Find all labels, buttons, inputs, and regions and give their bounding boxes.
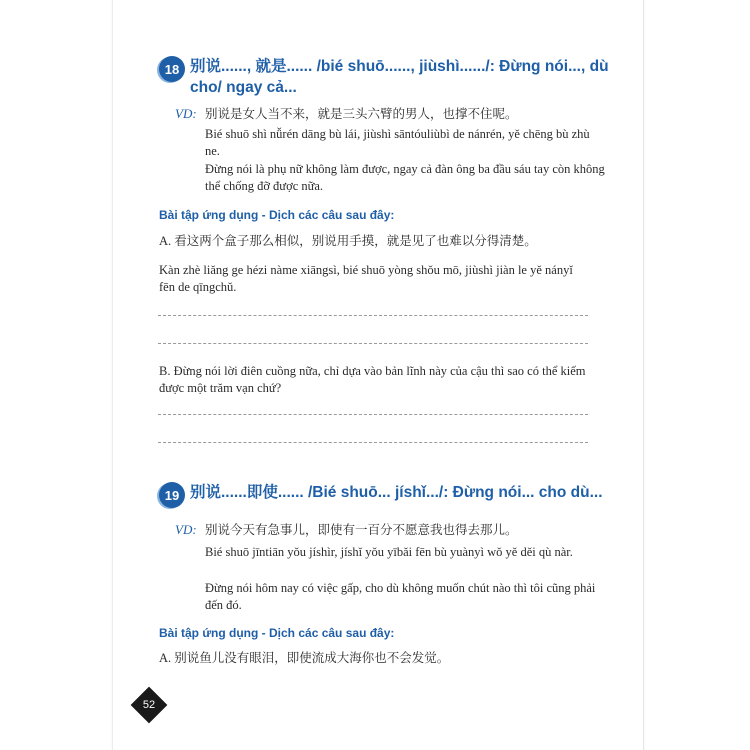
example-vietnamese: Đừng nói là phụ nữ không làm được, ngay cả đàn ông ba đầu sáu tay còn không thể chống đỡ được nữa.: [205, 162, 605, 193]
answer-line[interactable]: [158, 414, 588, 415]
exercise-a-chinese: A. 看这两个盒子那么相似，别说用手摸，就是见了也难以分得清楚。: [159, 234, 537, 248]
section-number-badge: 19: [159, 482, 185, 508]
example-chinese: 别说今天有急事儿，即使有一百分不愿意我也得去那儿。: [205, 523, 518, 537]
example-label: VD:: [175, 522, 197, 537]
page-number-badge: [131, 687, 168, 724]
section-title: 别说......即使...... /Bié shuō... jíshǐ.../: Đừng nói... cho dù...: [190, 484, 603, 501]
exercise-a-pinyin: Kàn zhè liǎng ge hézi nàme xiāngsì, bié shuō yòng shǒu mō, jiùshì jiàn le yě nányǐ fēn de qīngchǔ.: [159, 263, 573, 294]
exercise-a-chinese: A. 别说鱼儿没有眼泪，即使流成大海你也不会发觉。: [159, 651, 450, 665]
answer-line[interactable]: [158, 442, 588, 443]
example-pinyin: Bié shuō jīntiān yǒu jíshìr, jíshǐ yǒu yībǎi fēn bù yuànyì wǒ yě děi qù nàr.: [205, 545, 573, 559]
exercise-title: Bài tập ứng dụng - Dịch các câu sau đây:: [159, 626, 395, 640]
answer-line[interactable]: [158, 343, 588, 344]
section-number-badge: 18: [159, 56, 185, 82]
section-19-heading: [159, 482, 610, 508]
answer-line[interactable]: [158, 315, 588, 316]
example-chinese: 别说是女人当不来，就是三头六臂的男人，也撑不住呢。: [205, 107, 518, 121]
book-page: [112, 0, 644, 750]
exercise-b-vietnamese: B. Đừng nói lời điên cuồng nữa, chỉ dựa vào bản lĩnh này của cậu thì sao có thể kiếm được một trăm vạn chứ?: [159, 364, 586, 395]
example-label: VD:: [175, 106, 197, 121]
exercise-title: Bài tập ứng dụng - Dịch các câu sau đây:: [159, 208, 395, 222]
example-pinyin: Bié shuō shì nǚrén dāng bù lái, jiùshì sāntóuliùbì de nánrén, yě chēng bù zhù ne.: [205, 127, 590, 158]
section-title: 别说......, 就是...... /bié shuō......, jiùshì....../: Đừng nói..., dù cho/ ngay cả...: [190, 58, 609, 96]
example-vietnamese: Đừng nói hôm nay có việc gấp, cho dù không muốn chút nào thì tôi cũng phải đến đó.: [205, 581, 596, 612]
page-number: 52: [142, 699, 156, 711]
section-18-heading: [159, 56, 610, 98]
